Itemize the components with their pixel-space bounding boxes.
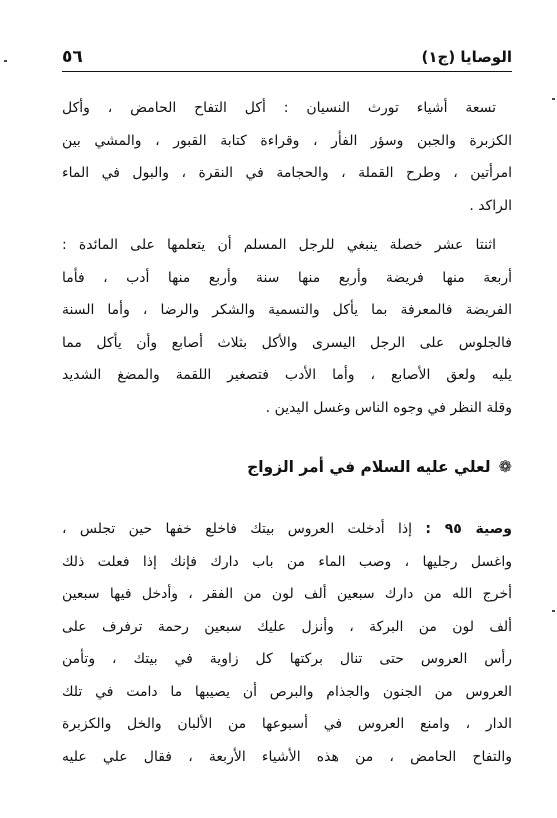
text-line: فالجلوس على الرجل اليسرى والأكل بثلاث أصابع وأن يأكل مما — [62, 334, 512, 351]
text-line: يليه ولعق الأصابع ، وأما الأدب فتصغير اللقمة والمضغ الشديد — [62, 367, 512, 383]
paragraph-wedding-advice — [62, 513, 512, 773]
text-line: الكزبرة والجبن وسؤر الفأر ، وقراءة كتابة القبور ، والمشي بين — [62, 132, 512, 149]
advice-number: وصية ٩٥ : — [425, 521, 512, 537]
section-heading — [247, 458, 512, 476]
page-header — [62, 44, 512, 70]
paragraph-table-manners — [62, 229, 512, 424]
text-line-first — [62, 513, 512, 546]
page-number: ٥٦ — [62, 47, 83, 67]
text-line: العروس من الجنون والجذام والبرص أن يصيبها ما دامت في تلك — [62, 683, 512, 700]
flower-ornament-icon: ❁ — [498, 457, 512, 476]
text-line: أربعة منها فريضة وأربع منها سنة وأربع منها أدب ، فأما — [62, 269, 512, 286]
scan-speck — [4, 60, 7, 62]
text-line: الدار ، وامنع العروس في أسبوعها من الألبان والخل والكزبرة — [62, 716, 512, 732]
text-line: ألف لون من البركة ، وأنزل عليك سبعين رحمة ترفرف على — [62, 618, 512, 635]
header-rule — [62, 71, 512, 72]
paragraph-nine-things — [62, 92, 512, 222]
text-line: أخرج الله من دارك سبعين ألف لون من الفقر ، وأدخل فيها سبعين — [62, 586, 512, 602]
text-line: تسعة أشياء تورث النسيان : أكل التفاح الحامض ، وأكل — [62, 100, 496, 116]
scan-speck — [552, 610, 555, 612]
text-line: واغسل رجليها ، وصب الماء من باب دارك فإنك إذا فعلت ذلك — [62, 553, 512, 570]
scan-speck — [552, 98, 555, 100]
text-line: والتفاح الحامض ، من هذه الأشياء الأربعة ، فقال علي عليه — [62, 748, 512, 765]
text-line: وقلة النظر في وجوه الناس وغسل اليدين . — [265, 399, 512, 416]
section-heading-text: لعلي عليه السلام في أمر الزواج — [247, 458, 491, 476]
running-title: الوصايا (ج١) — [421, 48, 512, 66]
text-line: اثنتا عشر خصلة ينبغي للرجل المسلم أن يتعلمها على المائدة : — [62, 237, 496, 253]
text-line: الفريضة فالمعرفة بما يأكل والتسمية والشكر والرضا ، وأما السنة — [62, 302, 512, 318]
text-line: رأس العروس حتى تنال بركتها كل زاوية في بيتك ، وتأمن — [62, 651, 512, 667]
text-line: امرأتين ، وطرح القملة ، والحجامة في النقرة ، والبول في الماء — [62, 165, 512, 181]
text-line: الراكد . — [469, 197, 512, 214]
text-line-rest: إذا أدخلت العروس بيتك فاخلع خفها حين تجلس ، — [62, 521, 426, 537]
